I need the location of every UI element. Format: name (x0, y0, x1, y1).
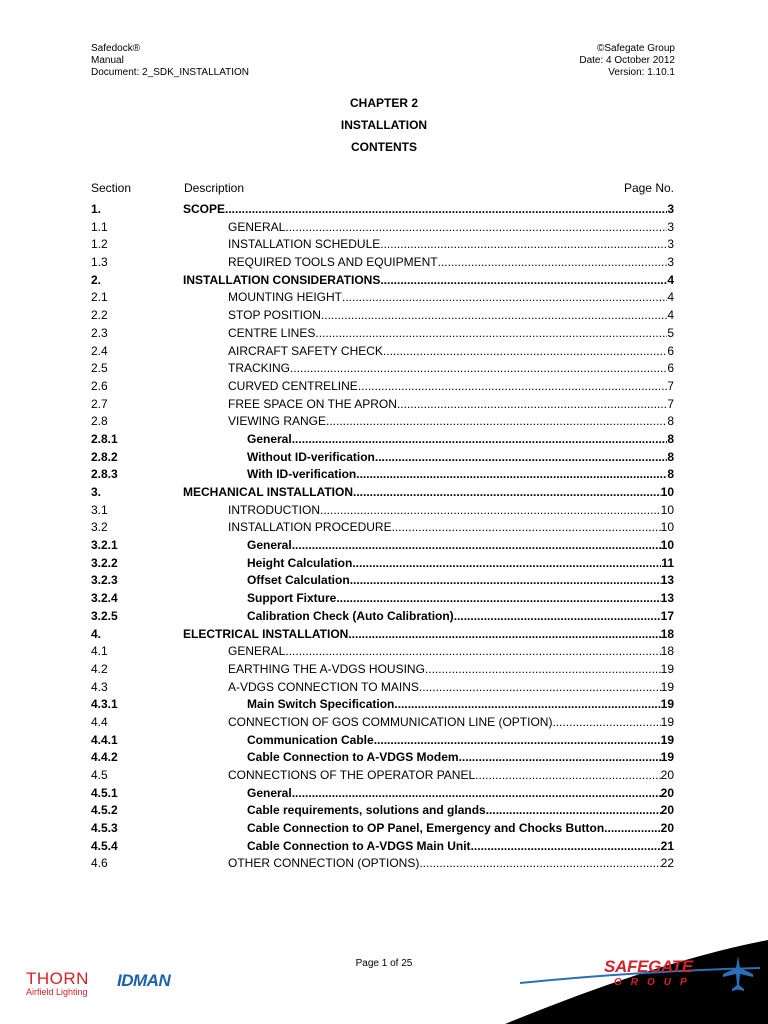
toc-section-number: 4.3.1 (91, 697, 118, 712)
toc-title: Without ID-verification (247, 449, 375, 464)
toc-section-number: 2.2 (91, 308, 108, 323)
toc-page-number: 6 (667, 361, 674, 376)
toc-section-number: 4.4.2 (91, 750, 118, 765)
toc-page-number: 19 (660, 714, 674, 729)
toc-page-number: 10 (660, 538, 674, 553)
toc-page-number: 8 (667, 431, 674, 446)
toc-page-number: 19 (660, 750, 674, 765)
toc-title: Offset Calculation (247, 573, 350, 588)
toc-page-number: 3 (667, 237, 674, 252)
toc-section-number: 4.6 (91, 856, 108, 871)
toc-section-number: 2.6 (91, 378, 108, 393)
toc-section-number: 2.8.1 (91, 431, 118, 446)
toc-title: Calibration Check (Auto Calibration) (247, 608, 454, 623)
toc-section-number: 2.8 (91, 414, 108, 429)
toc-page-number: 22 (660, 856, 674, 871)
header-doc-type: Manual (91, 55, 124, 66)
toc-title: Cable Connection to A-VDGS Modem (247, 750, 459, 765)
toc-title: VIEWING RANGE (228, 414, 327, 429)
toc-section-number: 2.8.2 (91, 449, 118, 464)
toc-title: SCOPE (183, 202, 226, 216)
toc-title: GENERAL (228, 644, 286, 659)
toc-page-number: 8 (667, 414, 674, 429)
toc-title: EARTHING THE A-VDGS HOUSING (228, 661, 425, 676)
toc-section-number: 3.1 (91, 502, 108, 517)
toc-section-number: 4. (91, 626, 102, 641)
safegate-logo-name: SAFEGATE (604, 957, 693, 976)
toc-title: STOP POSITION (228, 308, 321, 323)
thorn-logo-name: THORN (26, 969, 89, 988)
thorn-logo-sub: Airfield Lighting (26, 987, 88, 997)
toc-title: With ID-verification (247, 467, 357, 482)
toc-title: ELECTRICAL INSTALLATION (183, 626, 349, 641)
toc-section-number: 4.4 (91, 714, 108, 729)
toc-title: CONNECTION OF GOS COMMUNICATION LINE (OPTION) (228, 714, 553, 729)
toc-section-number: 4.5.4 (91, 838, 118, 853)
toc-page-number: 6 (667, 343, 674, 358)
toc-page-number: 20 (660, 821, 674, 836)
toc-section-number: 2.1 (91, 290, 108, 305)
toc-title: General (247, 538, 292, 553)
toc-title: Height Calculation (247, 555, 353, 570)
safegate-logo (604, 957, 696, 988)
toc-title: GENERAL (228, 219, 286, 234)
toc-title: Cable requirements, solutions and glands (247, 803, 486, 818)
toc-title: INSTALLATION PROCEDURE (228, 520, 392, 535)
toc-section-number: 3.2.3 (91, 573, 118, 588)
toc-page-number: 17 (660, 608, 674, 623)
toc-page-number: 20 (660, 785, 674, 800)
toc-title: Cable Connection to OP Panel, Emergency and Chocks Button (247, 821, 605, 836)
toc-section-number: 4.5 (91, 768, 108, 782)
toc-section-number: 2.7 (91, 396, 108, 411)
toc-page-number: 21 (660, 838, 674, 853)
toc-title: CURVED CENTRELINE (228, 378, 358, 393)
toc-section-number: 3.2.1 (91, 538, 118, 553)
toc-section-number: 4.2 (91, 661, 108, 676)
toc-title: General (247, 785, 292, 800)
toc-section-number: 3.2.4 (91, 591, 118, 606)
toc-page-number: 19 (660, 732, 674, 747)
toc-title: Main Switch Specification (247, 697, 395, 712)
toc-page-number: 3 (667, 255, 674, 270)
toc-page-number: 13 (660, 573, 674, 588)
airplane-icon (720, 954, 756, 994)
toc-section-number: 2.5 (91, 361, 108, 376)
toc-page-number: 3 (667, 219, 674, 234)
toc-title: Cable Connection to A-VDGS Main Unit (247, 838, 471, 853)
toc-page-number: 13 (660, 591, 674, 606)
toc-title: MECHANICAL INSTALLATION (183, 485, 353, 499)
toc-title: INSTALLATION SCHEDULE (228, 237, 381, 252)
toc-page-number: 18 (660, 644, 674, 659)
toc-page-number: 8 (667, 449, 674, 464)
toc-title: MOUNTING HEIGHT (228, 290, 342, 305)
toc-page-number: 7 (667, 396, 674, 411)
toc-section-number: 4.5.2 (91, 803, 118, 818)
toc-section-number: 3.2 (91, 520, 108, 535)
section-column-header: Section (91, 181, 132, 195)
toc-page-number: 19 (660, 697, 674, 712)
description-column-header: Description (184, 181, 245, 195)
toc-title: INTRODUCTION (228, 502, 320, 517)
toc-page-number: 4 (667, 272, 674, 287)
chapter-subtitle: INSTALLATION (340, 118, 428, 132)
toc-section-number: 2.8.3 (91, 467, 118, 482)
toc-page-number: 10 (660, 485, 674, 499)
toc-section-number: 2.3 (91, 325, 108, 340)
header-version: Version: 1.10.1 (608, 67, 675, 78)
toc-section-number: 4.5.3 (91, 821, 118, 836)
toc-page-number: 20 (660, 803, 674, 818)
header-copyright: ©Safegate Group (597, 43, 675, 54)
toc-page-number: 11 (661, 555, 674, 570)
toc-title: Support Fixture (247, 591, 337, 606)
page-number: Page 1 of 25 (355, 958, 413, 969)
toc-title: Communication Cable (247, 732, 374, 747)
toc-title: REQUIRED TOOLS AND EQUIPMENT (228, 255, 438, 270)
header-document-id: Document: 2_SDK_INSTALLATION (91, 67, 250, 78)
toc-page-number: 20 (660, 768, 674, 782)
toc-title: CONNECTIONS OF THE OPERATOR PANEL (228, 768, 476, 782)
toc-page-number: 5 (667, 325, 674, 340)
toc-page-number: 7 (667, 378, 674, 393)
toc-title: General (247, 431, 292, 446)
header-product: Safedock® (91, 43, 141, 54)
toc-page-number: 10 (660, 502, 674, 517)
toc-page-number: 8 (667, 467, 674, 482)
toc-section-number: 1. (91, 202, 102, 216)
toc-section-number: 2.4 (91, 343, 108, 358)
toc-section-number: 4.4.1 (91, 732, 118, 747)
toc-section-number: 3. (91, 485, 102, 499)
toc-title: CENTRE LINES (228, 325, 316, 340)
toc-section-number: 3.2.5 (91, 608, 118, 623)
toc-page-number: 19 (660, 679, 674, 694)
toc-section-number: 4.3 (91, 679, 108, 694)
toc-section-number: 1.2 (91, 237, 108, 252)
toc-title: AIRCRAFT SAFETY CHECK (228, 343, 383, 358)
toc-title: A-VDGS CONNECTION TO MAINS (228, 679, 419, 694)
header-date: Date: 4 October 2012 (579, 55, 675, 66)
chapter-title: CHAPTER 2 (349, 96, 418, 110)
contents-heading: CONTENTS (351, 140, 417, 154)
toc-page-number: 19 (660, 661, 674, 676)
toc-section-number: 1.1 (91, 219, 108, 234)
toc-page-number: 18 (660, 626, 674, 641)
toc-page-number: 3 (667, 202, 674, 216)
toc-section-number: 1.3 (91, 255, 108, 270)
thorn-logo (26, 970, 89, 998)
toc-page-number: 4 (667, 290, 674, 305)
toc-title: OTHER CONNECTION (OPTIONS) (228, 856, 420, 871)
toc-title: TRACKING (228, 361, 291, 376)
toc-section-number: 3.2.2 (91, 555, 118, 570)
toc-page-number: 4 (667, 308, 674, 323)
toc-section-number: 4.5.1 (91, 785, 118, 800)
page-column-header: Page No. (623, 181, 674, 195)
toc-page-number: 10 (660, 520, 674, 535)
toc-title: FREE SPACE ON THE APRON (228, 396, 397, 411)
safegate-logo-sub: GROUP (614, 977, 696, 988)
toc-section-number: 2. (91, 272, 102, 287)
toc-section-number: 4.1 (91, 644, 108, 659)
idman-logo: IDMAN (117, 971, 171, 990)
toc-title: INSTALLATION CONSIDERATIONS (183, 272, 381, 287)
